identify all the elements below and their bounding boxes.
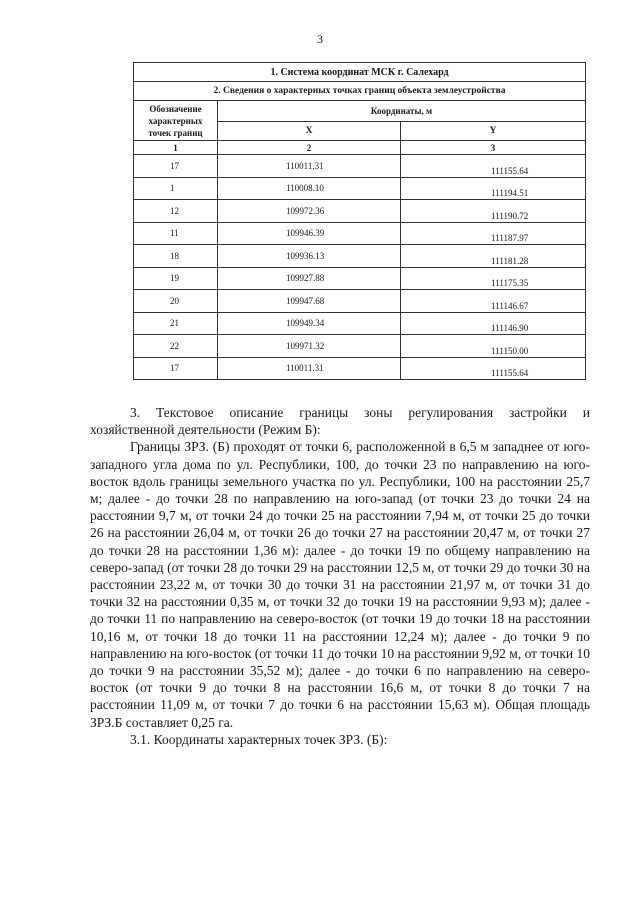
- y-cell: 111150.00: [401, 335, 586, 358]
- table-row: [134, 335, 586, 358]
- table-row: [134, 267, 586, 290]
- x-cell: 109947.68: [218, 290, 401, 313]
- point-cell: 1: [134, 177, 218, 200]
- table-row: [134, 200, 586, 223]
- x-column-header: X: [218, 122, 401, 141]
- x-cell: 110011.31: [218, 155, 401, 178]
- x-cell: 109971.32: [218, 335, 401, 358]
- table-row: [134, 312, 586, 335]
- section-3-heading: 3. Текстовое описание границы зоны регулирования застройки и хозяйственной деятельности (Режим Б):: [90, 405, 590, 438]
- column-number: 2: [218, 141, 401, 155]
- page-number: 3: [317, 32, 323, 46]
- column-number: 3: [401, 141, 586, 155]
- x-cell: 110008.10: [218, 177, 401, 200]
- point-cell: 18: [134, 245, 218, 268]
- y-cell: 111155.64: [401, 357, 586, 380]
- y-cell: 111175.35: [401, 267, 586, 290]
- table-row: [134, 177, 586, 200]
- y-cell: 111155.64: [401, 155, 586, 178]
- table-row: [134, 357, 586, 380]
- point-cell: 17: [134, 357, 218, 380]
- column-number: 1: [134, 141, 218, 155]
- table-row: [134, 222, 586, 245]
- y-column-header: Y: [401, 122, 586, 141]
- point-cell: 17: [134, 155, 218, 178]
- y-cell: 111146.67: [401, 290, 586, 313]
- y-cell: 111146.90: [401, 312, 586, 335]
- x-cell: 109936.13: [218, 245, 401, 268]
- y-cell: 111181.28: [401, 245, 586, 268]
- table-subtitle: 2. Сведения о характерных точках границ объекта землеустройства: [134, 82, 586, 101]
- point-cell: 21: [134, 312, 218, 335]
- y-cell: 111190.72: [401, 200, 586, 223]
- point-cell: 22: [134, 335, 218, 358]
- point-cell: 11: [134, 222, 218, 245]
- point-cell: 19: [134, 267, 218, 290]
- point-column-header: Обозначение характерных точек границ: [134, 101, 218, 141]
- coordinates-column-header: Координаты, м: [218, 101, 586, 122]
- x-cell: 109927.88: [218, 267, 401, 290]
- coordinates-table: [133, 62, 586, 380]
- table-row: [134, 155, 586, 178]
- x-cell: 109949.34: [218, 312, 401, 335]
- x-cell: 109946.39: [218, 222, 401, 245]
- section-3-1-heading: 3.1. Координаты характерных точек ЗРЗ. (Б):: [130, 731, 388, 747]
- x-cell: 109972.36: [218, 200, 401, 223]
- y-cell: 111194.51: [401, 177, 586, 200]
- section-3-body: Границы ЗРЗ. (Б) проходят от точки 6, расположенной в 6,5 м западнее от юго-западного угла дома по ул. Республики, 100, до точки 23 по направлению на юго-восток вдоль границы земельного участка по ул. Республики, 100 на расстоянии 25,7 м; далее - до точки 28 по направлению на юго-запад (от точки 23 до точки 24 на расстоянии 9,7 м, от точки 24 до точки 25 на расстоянии 7,94 м, от точки 25 до точки 26 на расстоянии 26,04 м, от точки 26 до точки 27 на расстоянии 20,47 м, от точки 27 до точки 28 на расстоянии 1,36 м): далее - до точки 19 по общему направлению на северо-запад (от точки 28 до точки 29 на расстоянии 12,5 м, от точки 29 до точки 30 на расстоянии 23,22 м, от точки 30 до точки 31 на расстоянии 21,97 м, от точки 31 до точки 32 на расстоянии 0,35 м, от точки 32 до точки 19 на расстоянии 9,93 м); далее - до точки 11 по направлению на северо-восток (от точки 19 до точки 18 на расстоянии 10,16 м, от точки 18 до точки 11 на расстоянии 12,24 м); далее - до точки 9 по направлению на юго-восток (от точки 11 до точки 10 на расстоянии 9,92 м, от точки 10 до точки 9 на расстоянии 35,52 м); далее - до точки 6 по направлению на северо-восток (от точки 9 до точки 8 на расстоянии 16,6 м, от точки 8 до точки 7 на расстоянии 11,09 м, от точки 7 до точки 6 на расстоянии 15,63 м). Общая площадь ЗРЗ.Б составляет 0,25 га.: [90, 439, 590, 730]
- point-cell: 20: [134, 290, 218, 313]
- document-body: [90, 404, 590, 748]
- y-cell: 111187.97: [401, 222, 586, 245]
- table-title: 1. Система координат МСК г. Салехард: [134, 63, 586, 82]
- x-cell: 110011.31: [218, 357, 401, 380]
- point-cell: 12: [134, 200, 218, 223]
- table-row: [134, 245, 586, 268]
- table-row: [134, 290, 586, 313]
